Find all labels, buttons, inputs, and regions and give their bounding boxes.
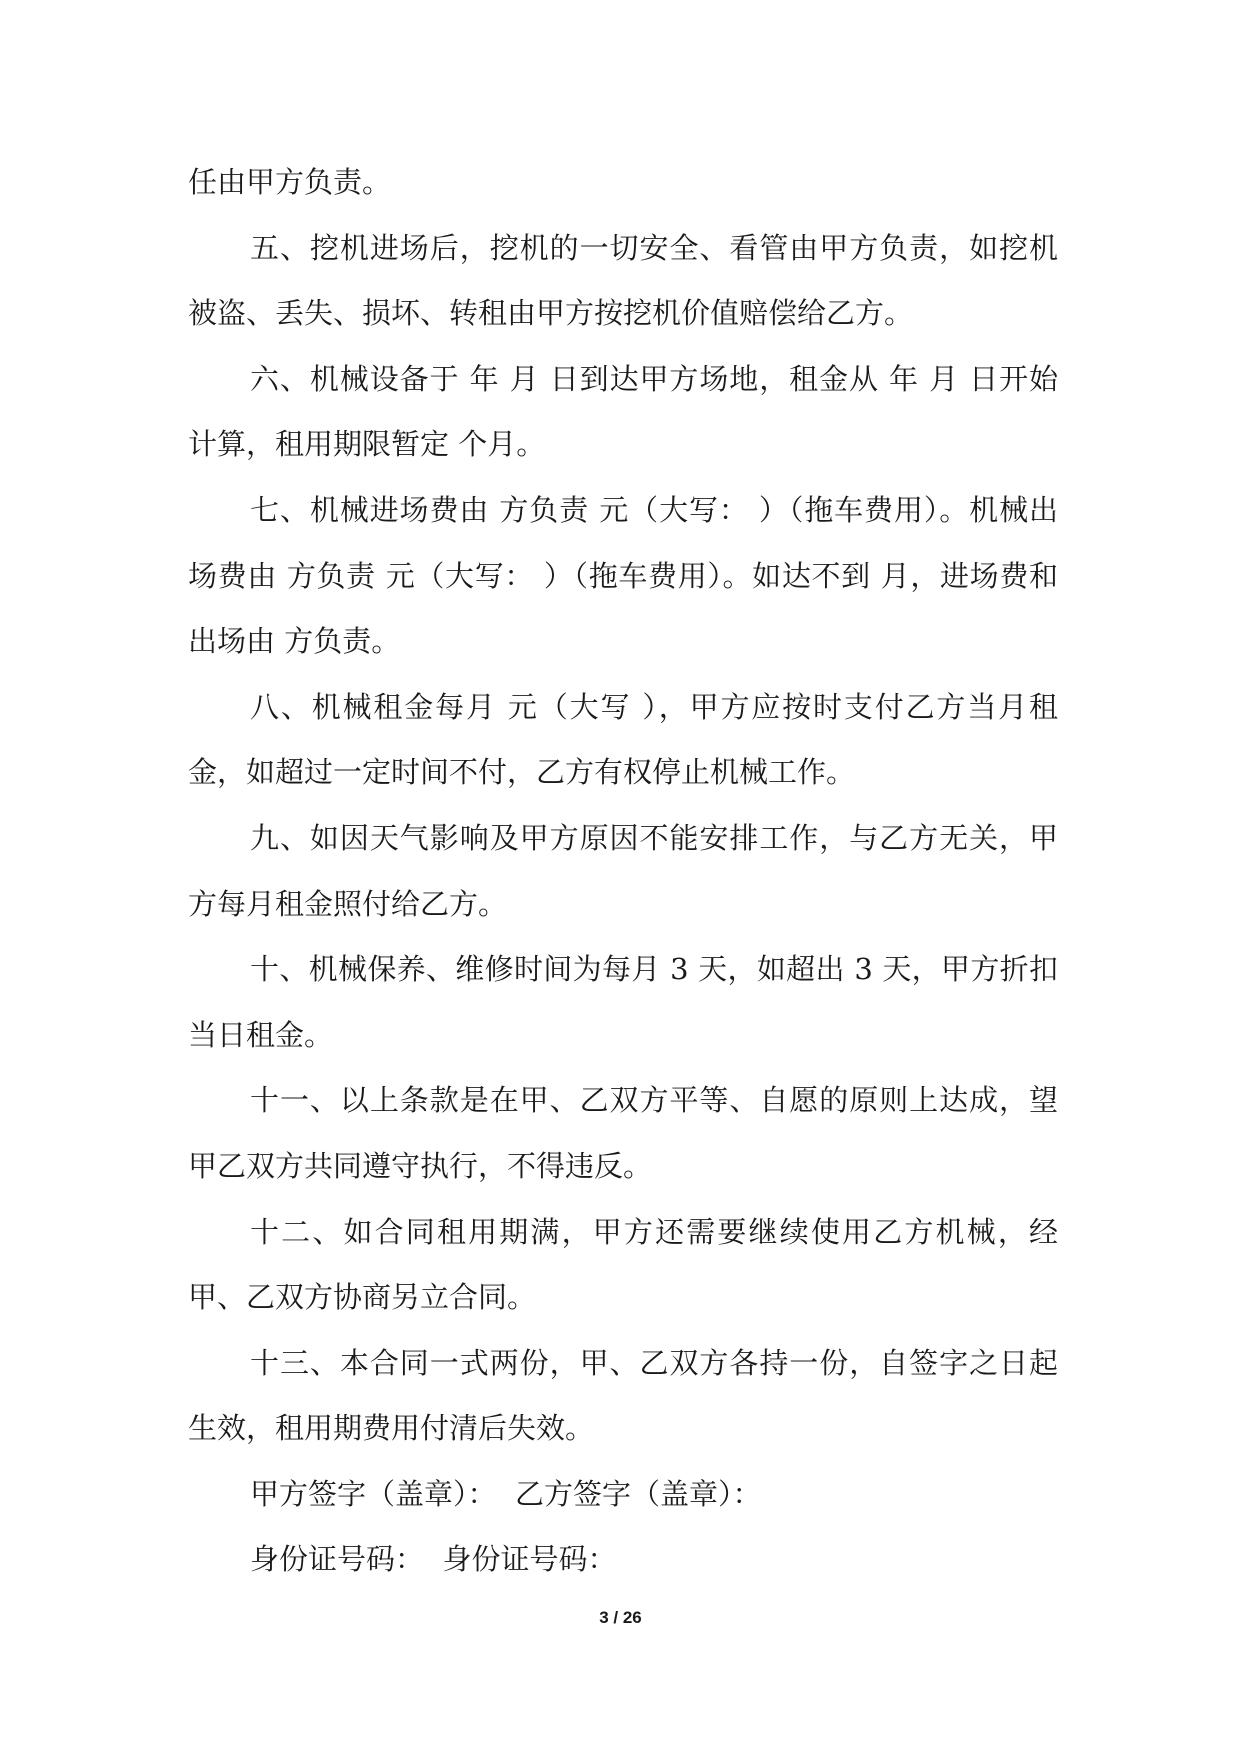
clause-7: 七、机械进场费由 方负责 元（大写： ）（拖车费用）。机械出场费由 方负责 元（大写： ）（拖车费用）。如达不到 月，进场费和出场由 方负责。 [188,492,1058,659]
party-b-id-label: 身份证号码： [442,1542,617,1577]
clause-8: 八、机械租金每月 元（大写 ），甲方应按时支付乙方当月租金，如超过一定时间不付，乙方有权停止机械工作。 [188,689,1058,790]
clause-12: 十二、如合同租用期满，甲方还需要继续使用乙方机械，经甲、乙双方协商另立合同。 [188,1214,1058,1315]
clause-11: 十一、以上条款是在甲、乙双方平等、自愿的原则上达成，望甲乙双方共同遵守执行，不得违反。 [188,1083,1058,1183]
page-number: 3 / 26 [599,1608,642,1627]
clause-10: 十、机械保养、维修时间为每月 3 天，如超出 3 天，甲方折扣当日租金。 [188,952,1058,1052]
id-number-line [188,1527,1058,1593]
party-a-id-label: 身份证号码： [250,1542,425,1577]
party-b-signature-label: 乙方签字（盖章）： [514,1476,762,1511]
clause-6: 六、机械设备于 年 月 日到达甲方场地，租金从 年 月 日开始计算，租用期限暂定 个月。 [188,361,1058,462]
document-body [188,150,1058,1593]
signature-line [188,1462,1058,1528]
paragraph-continuation: 任由甲方负责。 [188,165,392,199]
clause-5: 五、挖机进场后，挖机的一切安全、看管由甲方负责，如挖机被盗、丢失、损坏、转租由甲方按挖机价值赔偿给乙方。 [188,230,1058,331]
party-a-signature-label: 甲方签字（盖章）： [250,1476,497,1511]
clause-9: 九、如因天气影响及甲方原因不能安排工作，与乙方无关，甲方每月租金照付给乙方。 [188,820,1058,921]
clause-13: 十三、本合同一式两份，甲、乙双方各持一份，自签字之日起生效，租用期费用付清后失效。 [188,1345,1058,1446]
